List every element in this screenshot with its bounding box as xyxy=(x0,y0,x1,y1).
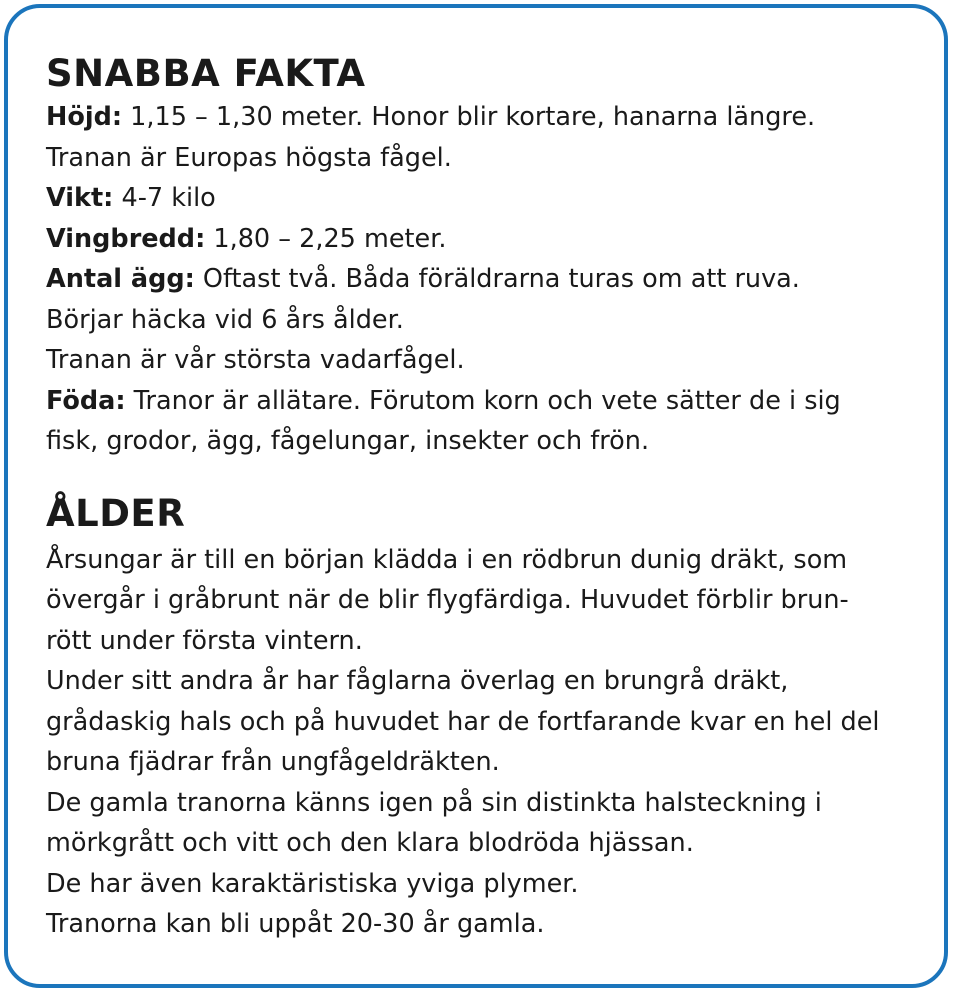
fact-text: fisk, grodor, ägg, fågelungar, insekter och frön. xyxy=(46,426,650,456)
age-paragraphs xyxy=(46,540,936,945)
fact-label: Föda: xyxy=(46,385,126,416)
fact-text: Tranan är vår största vadarfågel. xyxy=(46,345,465,375)
fact-text: Börjar häcka vid 6 års ålder. xyxy=(46,304,404,335)
fact-card xyxy=(4,4,948,988)
fact-text: 1,15 – 1,30 meter. Honor blir kortare, hanarna längre. xyxy=(122,102,816,132)
fact-line-food xyxy=(46,381,936,422)
age-line: De har även karaktäristiska yviga plymer. xyxy=(46,868,579,899)
fact-line-tallest xyxy=(46,138,936,179)
fact-line-breeding-age xyxy=(46,300,936,341)
age-line: rött under första vintern. xyxy=(46,625,363,656)
age-line: grådaskig hals och på huvudet har de fortfarande kvar en hel del xyxy=(46,706,880,737)
fact-text: 1,80 – 2,25 meter. xyxy=(205,223,447,254)
fact-label: Vikt: xyxy=(46,183,114,213)
age-line: Tranorna kan bli uppåt 20-30 år gamla. xyxy=(46,909,545,939)
quick-facts-list xyxy=(46,97,936,462)
age-line: De gamla tranorna känns igen på sin distinkta halsteckning i xyxy=(46,787,822,818)
fact-line-wader xyxy=(46,340,936,381)
age-title: ÅLDER xyxy=(46,491,186,535)
age-section xyxy=(46,492,936,945)
fact-label: Antal ägg: xyxy=(46,264,195,294)
age-line: Under sitt andra år har fåglarna överlag en brungrå dräkt, xyxy=(46,666,789,696)
fact-line-wingspan xyxy=(46,219,936,260)
age-line: mörkgrått och vitt och den klara blodröda hjässan. xyxy=(46,828,694,858)
fact-card-content xyxy=(46,52,936,945)
fact-text: 4-7 kilo xyxy=(113,183,216,213)
fact-label: Höjd: xyxy=(46,102,123,132)
fact-label: Vingbredd: xyxy=(46,223,206,254)
fact-text: Tranor är allätare. Förutom korn och vete sätter de i sig xyxy=(125,385,841,416)
fact-text: Oftast två. Båda föräldrarna turas om att ruva. xyxy=(194,264,800,294)
fact-text: Tranan är Europas högsta fågel. xyxy=(46,142,452,173)
quick-facts-section xyxy=(46,52,936,462)
age-line: Årsungar är till en början klädda i en rödbrun dunig dräkt, som xyxy=(46,544,848,575)
fact-line-food-cont xyxy=(46,421,936,462)
age-line: bruna fjädrar från ungfågeldräkten. xyxy=(46,747,500,777)
fact-line-weight xyxy=(46,178,936,219)
quick-facts-title: SNABBA FAKTA xyxy=(46,52,366,95)
age-line: övergår i gråbrunt när de blir flygfärdiga. Huvudet förblir brun- xyxy=(46,585,849,615)
fact-line-eggs xyxy=(46,259,936,300)
fact-line-height xyxy=(46,97,936,138)
